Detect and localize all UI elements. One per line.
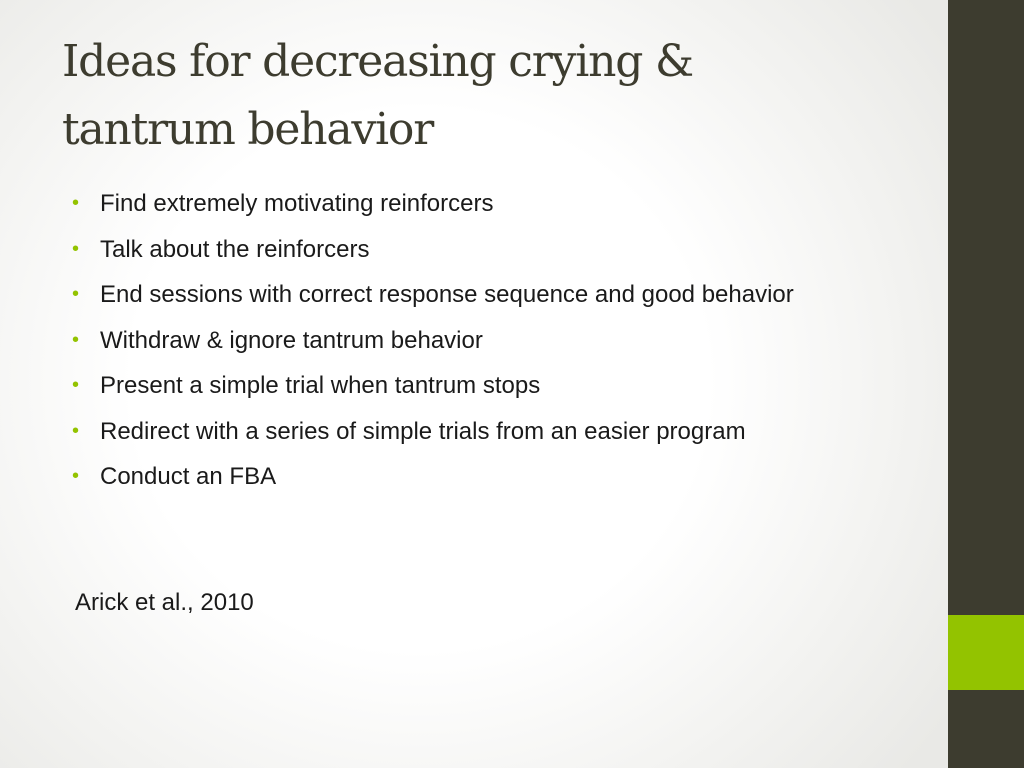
bullet-item (72, 458, 912, 495)
slide-title-line-1: Ideas for decreasing crying & (62, 36, 693, 87)
bullet-item (72, 322, 912, 359)
bullet-text: Talk about the reinforcers (100, 235, 370, 263)
bullet-dot-icon: • (72, 419, 80, 442)
citation: Arick et al., 2010 (75, 589, 254, 616)
bullet-item (72, 367, 912, 404)
bullet-dot-icon: • (72, 374, 80, 396)
bullet-dot-icon: • (72, 192, 80, 214)
slide-title-line-2: tantrum behavior (62, 104, 434, 155)
bullet-text: Redirect with a series of simple trials from an easier program (100, 417, 746, 445)
slide-title (62, 28, 922, 164)
bullet-list (72, 185, 912, 504)
bullet-item (72, 231, 912, 268)
bullet-item (72, 276, 912, 313)
bullet-dot-icon: • (72, 465, 80, 487)
bullet-item (72, 185, 912, 222)
sidebar-accent-block (948, 615, 1024, 690)
bullet-dot-icon: • (72, 237, 80, 260)
bullet-text: End sessions with correct response sequence and good behavior (100, 281, 794, 308)
bullet-dot-icon: • (72, 283, 80, 305)
bullet-text: Withdraw & ignore tantrum behavior (100, 326, 483, 354)
bullet-text: Conduct an FBA (100, 463, 277, 490)
bullet-text: Present a simple trial when tantrum stops (100, 372, 541, 399)
bullet-text: Find extremely motivating reinforcers (100, 190, 494, 217)
bullet-dot-icon: • (72, 328, 80, 351)
bullet-item (72, 413, 912, 450)
